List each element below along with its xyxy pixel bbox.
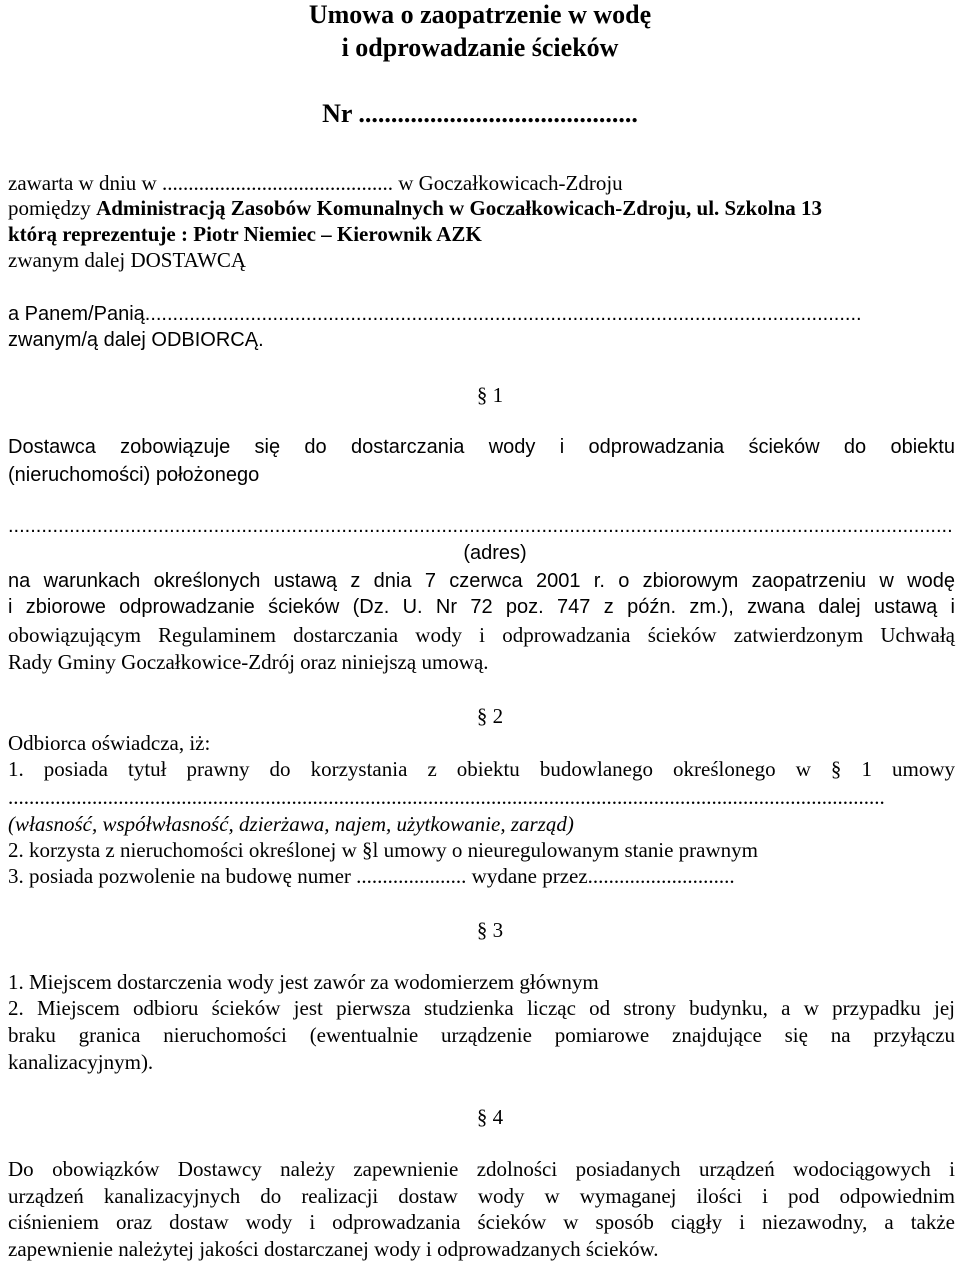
s1-line1: Dostawca zobowiązuje się do dostarczania wody i odprowadzania ścieków do obiektu (8, 436, 955, 458)
s2-intro: Odbiorca oświadcza, iż: (8, 731, 211, 755)
between-prefix: pomiędzy (8, 196, 97, 220)
s2-item1-dots: ....................................................................................................................................................................... (8, 785, 885, 809)
s2-item1: 1. posiada tytuł prawny do korzystania z obiektu budowlanego określonego w § 1 umowy (8, 757, 955, 781)
s1-line5: obowiązującym Regulaminem dostarczania wody i odprowadzania ścieków zatwierdzonym Uchwałą (8, 623, 955, 647)
s1-line2: (nieruchomości) położonego (8, 464, 260, 486)
between-line (8, 196, 822, 221)
s3-item1: 1. Miejscem dostarczenia wody jest zawór za wodomierzem głównym (8, 970, 599, 994)
represented-line (8, 222, 482, 247)
s2-item3: 3. posiada pozwolenie na budowę numer ..................... wydane przez............................ (8, 864, 735, 888)
contract-title-line2: i odprowadzanie ścieków (341, 33, 619, 62)
s4-line2: urządzeń kanalizacyjnych do realizacji dostaw wody w wymaganej ilości i pod odpowiednim (8, 1184, 955, 1208)
s3-item2-line1: 2. Miejscem odbioru ścieków jest pierwsza studzienka licząc od strony budynku, a w przypadku jej (8, 996, 955, 1020)
supplier-name: Administracją Zasobów Komunalnych w Goczałkowicach-Zdroju, ul. Szkolna 13 (96, 196, 822, 220)
section-2-heading: § 2 (476, 704, 504, 728)
s2-item2: 2. korzysta z nieruchomości określonej w §l umowy o nieuregulowanym stanie prawnym (8, 838, 758, 862)
s3-item2-line3: kanalizacyjnym). (8, 1050, 154, 1074)
contract-title-line1: Umowa o zaopatrzenie w wodę (308, 0, 652, 29)
s1-line3: na warunkach określonych ustawą z dnia 7 czerwca 2001 r. o zbiorowym zaopatrzeniu w wodę (8, 570, 955, 592)
represented-prefix: którą reprezentuje : (8, 222, 194, 246)
representative-name: Piotr Niemiec – Kierownik AZK (193, 222, 482, 246)
contract-date-line: zawarta w dniu w ............................................ w Goczałkowicach-Zdroju (8, 171, 623, 195)
s3-item2-line2: braku granica nieruchomości (ewentualnie urządzenie pomiarowe znajdujące się na przyłączu (8, 1023, 955, 1047)
customer-label: zwanym/ą dalej ODBIORCĄ. (8, 329, 264, 351)
s1-line4: i zbiorowe odprowadzanie ścieków (Dz. U. Nr 72 poz. 747 z późn. zm.), zwana dalej ustawą i (8, 596, 955, 618)
s4-line1: Do obowiązków Dostawcy należy zapewnienie zdolności posiadanych urządzeń wodociągowych i (8, 1157, 955, 1181)
section-3-heading: § 3 (476, 918, 504, 942)
address-dots: .......................................................................................................................................................................... (8, 515, 953, 537)
customer-name-line: a Panem/Panią................................................................................................................................. (8, 303, 862, 325)
section-4-heading: § 4 (476, 1105, 504, 1129)
s4-line4: zapewnienie należytej jakości dostarczanej wody i odprowadzanych ścieków. (8, 1237, 659, 1261)
section-1-heading: § 1 (476, 383, 504, 407)
s1-line6: Rady Gminy Goczałkowice-Zdrój oraz niniejszą umową. (8, 650, 489, 674)
s4-line3: ciśnieniem oraz dostaw wody i odprowadzania ścieków w sposób ciągły i niezawodny, a także (8, 1210, 955, 1234)
contract-number: Nr ........................................... (322, 99, 638, 128)
s2-item1-note: (własność, współwłasność, dzierżawa, najem, użytkowanie, zarząd) (8, 812, 574, 836)
supplier-label: zwanym dalej DOSTAWCĄ (8, 248, 247, 272)
address-label: (adres) (463, 542, 527, 564)
